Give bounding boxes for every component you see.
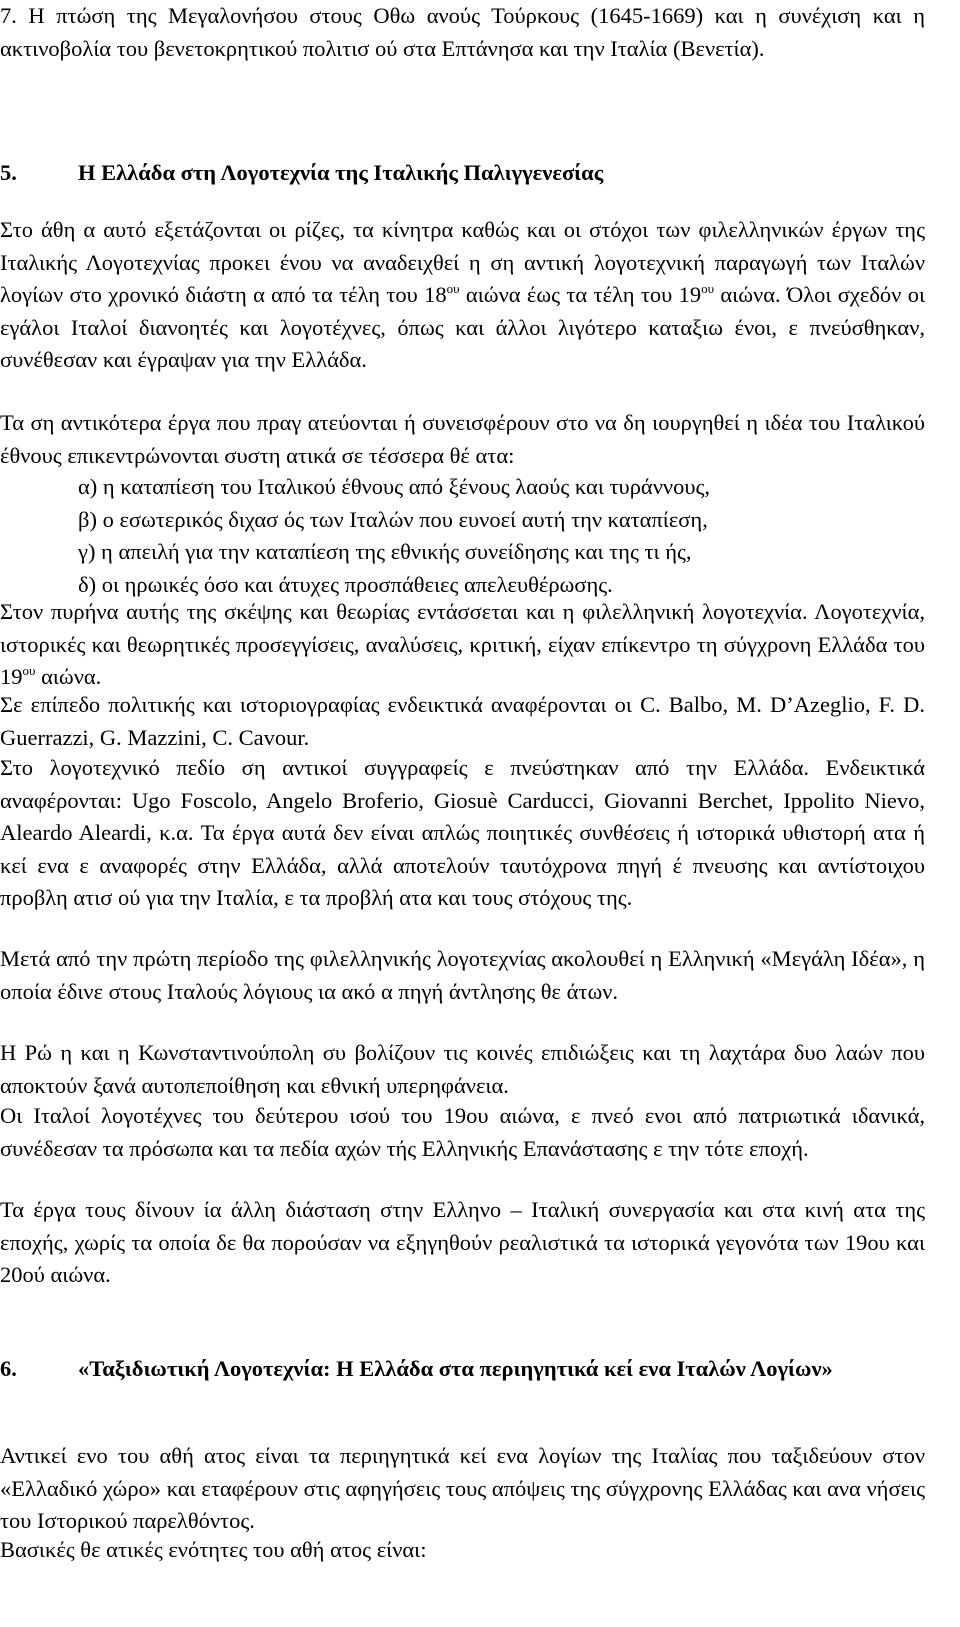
section-6-title: «Ταξιδιωτική Λογοτεχνία: Η Ελλάδα στα περιηγητικά κεί ενα Ιταλών Λογίων»: [78, 1356, 833, 1381]
section-5-paragraph-5: Στο λογοτεχνικό πεδίο ση αντικοί συγγραφείς ε πνεύστηκαν από την Ελλάδα. Ενδεικτικά αναφέρονται: Ugo Foscolo, Angelo Broferio, Giosuè Carducci, Giovanni Berchet, Ippolito Nievo, Aleardo Aleardi, κ.α. Τα έργα αυτά δεν είναι απλώς ποιητικές συνθέσεις ή ιστορικά υθιστορή ατα ή κεί ενα ε αναφορές στην Ελλάδα, αλλά αποτελούν ταυτόχρονα πηγή έ πνευσης και αντίστοιχου προβλη ατισ ού για την Ιταλία, ε τα προβλή ατα και τους στόχους της.: [0, 755, 925, 910]
section-5-title: Η Ελλάδα στη Λογοτεχνία της Ιταλικής Παλιγγενεσίας: [78, 160, 604, 185]
p1-text-b: αιώνα έως τα τέλη του 19: [459, 282, 702, 307]
section-5-heading: [0, 157, 925, 190]
section-6-heading: [0, 1353, 925, 1386]
section-5-paragraph-6: Μετά από την πρώτη περίοδο της φιλελληνικής λογοτεχνίας ακολουθεί η Ελληνική «Μεγάλη Ιδέα», η οποία έδινε στους Ιταλούς λόγιους ια ακό α πηγή άντλησης θε άτων.: [0, 946, 925, 1004]
theme-item: α) η καταπίεση του Ιταλικού έθνους από ξένους λαούς και τυράννους,: [78, 474, 710, 499]
theme-item: γ) η απειλή για την καταπίεση της εθνικής συνείδησης και της τι ής,: [78, 539, 692, 564]
section-5-paragraph-9: Τα έργα τους δίνουν ία άλλη διάσταση στην Ελληνο – Ιταλική συνεργασία και στα κινή ατα της εποχής, χωρίς τα οποία δε θα πορούσαν να εξηγηθούν ρεαλιστικά τα ιστορικά γεγονότα των 19ου και 20ού αιώνα.: [0, 1197, 925, 1287]
section-6-paragraph-1: Αντικεί ενο του αθή ατος είναι τα περιηγητικά κεί ενα λογίων της Ιταλίας που ταξιδεύουν στον «Ελλαδικό χώρο» και εταφέρουν στις αφηγήσεις τους απόψεις της σύγχρονης Ελλάδας και ανα νήσεις του Ιστορικού παρελθόντος.: [0, 1443, 925, 1533]
section-5-paragraph-7: Η Ρώ η και η Κωνσταντινούπολη συ βολίζουν τις κοινές επιδιώξεις και τη λαχτάρα δυο λαών που αποκτούν ξανά αυτοπεποίθηση και εθνική υπερηφάνεια.: [0, 1040, 925, 1098]
section-5-paragraph-8: Οι Ιταλοί λογοτέχνες του δεύτερου ισού του 19ου αιώνα, ε πνεό ενοι από πατριωτικά ιδανικά, συνέδεσαν τα πρόσωπα και τα πεδία αχών τής Ελληνικής Επανάστασης ε την τότε εποχή.: [0, 1103, 925, 1161]
theme-item: δ) οι ηρωικές όσο και άτυχες προσπάθειες απελευθέρωσης.: [78, 571, 613, 597]
p1-text-a: Στο άθη α αυτό εξετάζονται οι ρίζες, τα κίνητρα καθώς και οι στόχοι των φιλελληνικών έργων της Ιταλικής Λογοτεχνίας προκει ένου να αναδειχθεί η ση αντική λογοτεχνική παραγωγή των Ιταλών λογίων στο χρονικό διάστη α από τα τέλη του 18: [0, 217, 925, 307]
section-6-number: 6.: [0, 1356, 17, 1381]
superscript-ou: ου: [22, 663, 36, 678]
section-5-paragraph-3: [0, 596, 925, 694]
p1-text-c: αιώνα. Όλοι σχεδόν οι εγάλοι Ιταλοί διανοητές και λογοτέχνες, όπως και άλλοι λιγότερο καταξιω ένοι, ε πνεύσθηκαν, συνέθεσαν και έγραψαν για την Ελλάδα.: [0, 282, 925, 372]
section-5-number: 5.: [0, 160, 17, 185]
section-5-paragraph-2: Τα ση αντικότερα έργα που πραγ ατεύονται ή συνεισφέρουν στο να δη ιουργηθεί η ιδέα του Ιταλικού έθνους επικεντρώνονται συστη ατικά σε τέσσερα θέ ατα:: [0, 410, 925, 468]
section-5-paragraph-1: [0, 214, 925, 377]
section-6-paragraph-2: Βασικές θε ατικές ενότητες του αθή ατος είναι:: [0, 1537, 427, 1562]
p3-text-b: αιώνα.: [35, 664, 102, 689]
section-5-paragraph-4: Σε επίπεδο πολιτικής και ιστοριογραφίας ενδεικτικά αναφέρονται οι C. Balbo, M. D’Azeglio, F. D. Guerrazzi, G. Mazzini, C. Cavour.: [0, 692, 925, 750]
theme-item: β) ο εσωτερικός διχασ ός των Ιταλών που ευνοεί αυτή την καταπίεση,: [78, 506, 708, 532]
intro-list-item: 7. Η πτώση της Μεγαλονήσου στους Οθω ανούς Τούρκους (1645-1669) και η συνέχιση και η ακτινοβολία του βενετοκρητικού πολιτισ ού στα Επτάνησα και την Ιταλία (Βενετία).: [0, 3, 925, 61]
p3-text-a: Στον πυρήνα αυτής της σκέψης και θεωρίας εντάσσεται και η φιλελληνική λογοτεχνία. Λογοτεχνία, ιστορικές και θεωρητικές προσεγγίσεις, αναλύσεις, κριτική, είχαν επίκεντρο τη σύγχρονη Ελλάδα του 19: [0, 599, 925, 689]
superscript-ou: ου: [446, 281, 460, 296]
superscript-ou: ου: [701, 281, 715, 296]
themes-list: [0, 471, 925, 601]
